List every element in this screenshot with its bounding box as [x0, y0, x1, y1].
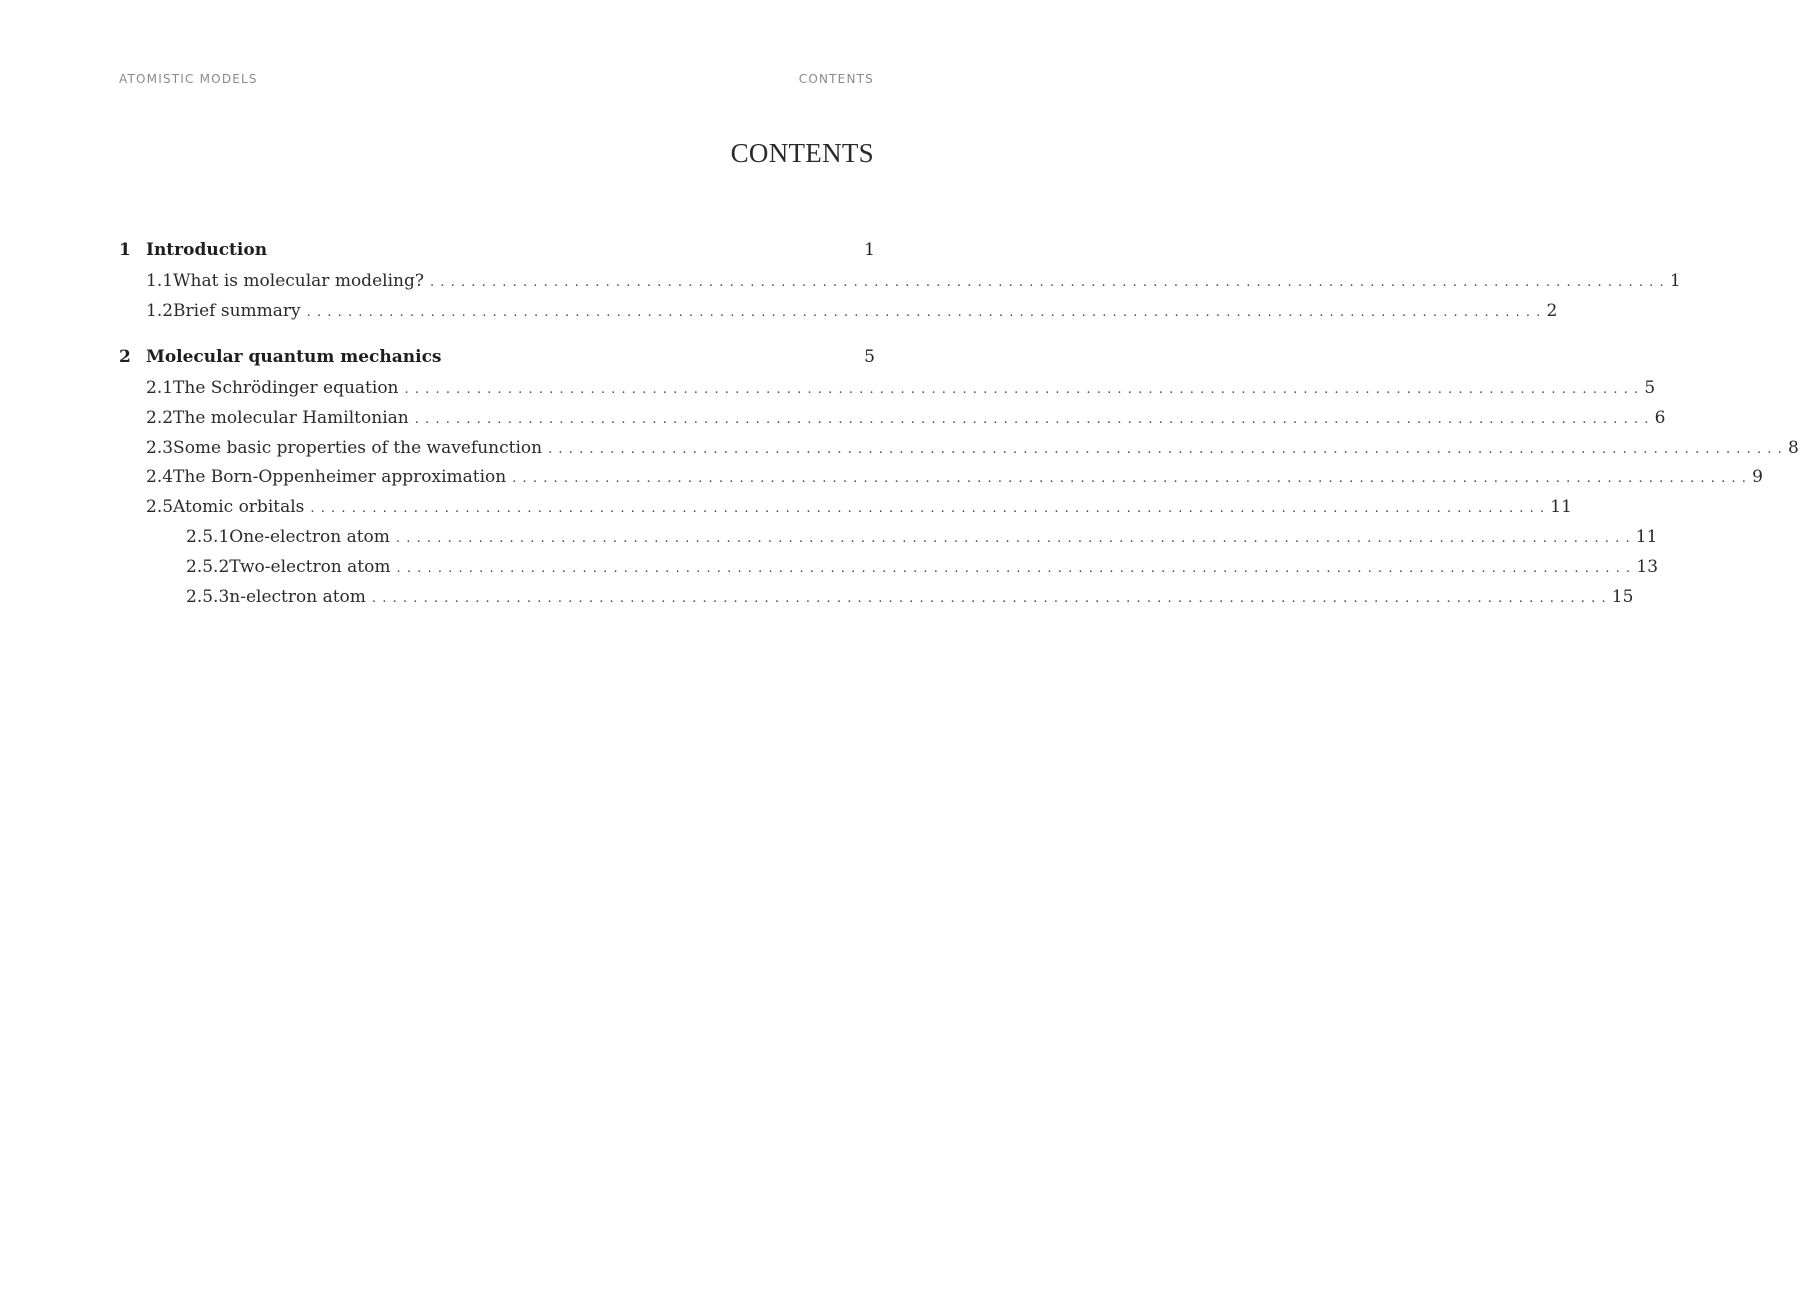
- dot-leader: ........................................................................................................................: [414, 411, 1655, 427]
- section-entry[interactable]: [119, 497, 1572, 527]
- section-entry[interactable]: [119, 377, 1656, 408]
- subsection-title: Two-electron atom: [229, 557, 391, 578]
- dot-leader: ........................................................................................................................: [429, 275, 1670, 290]
- toc-chapter-1: [119, 240, 1681, 331]
- subsection-number: 2.5.3: [186, 587, 230, 608]
- chapter-page: 1: [864, 240, 875, 260]
- subsection-entry[interactable]: [119, 557, 1659, 587]
- section-number: 1.2: [146, 300, 174, 321]
- section-page: 6: [1654, 407, 1666, 428]
- chapter-title: Molecular quantum mechanics: [146, 346, 442, 367]
- section-entry[interactable]: [119, 271, 1681, 301]
- dot-leader: ........................................................................................................................: [395, 531, 1636, 547]
- header-left: ATOMISTIC MODELS: [119, 72, 258, 86]
- subsection-title: n-electron atom: [229, 587, 366, 608]
- dot-leader: ........................................................................................................................: [306, 304, 1547, 320]
- chapter-number: 2: [119, 346, 131, 367]
- section-entry[interactable]: [119, 437, 1799, 468]
- section-page: 5: [1644, 377, 1656, 398]
- header-right: CONTENTS: [798, 72, 874, 86]
- subsection-page: 15: [1611, 587, 1634, 608]
- dot-leader: ........................................................................................................................: [548, 441, 1788, 457]
- section-page: 8: [1787, 437, 1799, 458]
- section-title: The molecular Hamiltonian: [173, 407, 409, 428]
- section-page: 9: [1752, 467, 1763, 488]
- subsection-entry[interactable]: [119, 587, 1634, 617]
- section-title: The Schrödinger equation: [173, 377, 399, 398]
- subsection-entry[interactable]: [119, 527, 1658, 557]
- section-number: 1.1: [146, 271, 174, 291]
- section-number: 2.4: [146, 467, 174, 488]
- chapter-number: 1: [119, 240, 131, 260]
- subsection-number: 2.5.2: [186, 557, 230, 578]
- section-title: The Born-Oppenheimer approximation: [173, 467, 507, 488]
- page-title: CONTENTS: [730, 138, 874, 168]
- section-page: 2: [1546, 300, 1558, 321]
- section-number: 2.3: [146, 437, 174, 458]
- section-number: 2.5: [146, 497, 174, 518]
- section-title: Brief summary: [173, 300, 301, 321]
- section-entry[interactable]: [119, 300, 1558, 331]
- section-entry[interactable]: [119, 407, 1666, 438]
- subsection-number: 2.5.1: [186, 527, 230, 548]
- section-number: 2.2: [146, 407, 174, 428]
- subsection-page: 13: [1636, 557, 1659, 578]
- chapter-entry[interactable]: [119, 347, 875, 378]
- running-header: [119, 72, 874, 86]
- dot-leader: ........................................................................................................................: [396, 561, 1637, 577]
- subsection-title: One-electron atom: [229, 527, 390, 548]
- dot-leader: ........................................................................................................................: [404, 381, 1645, 397]
- section-entry[interactable]: [119, 467, 1763, 497]
- section-title: Atomic orbitals: [173, 497, 305, 518]
- section-title: What is molecular modeling?: [173, 271, 424, 291]
- chapter-title: Introduction: [146, 240, 268, 260]
- subsection-page: 11: [1635, 527, 1658, 548]
- dot-leader: ........................................................................................................................: [371, 591, 1612, 607]
- chapter-entry[interactable]: [119, 240, 875, 271]
- section-page: 1: [1669, 271, 1681, 291]
- toc-chapter-2: [119, 346, 1799, 617]
- section-title: Some basic properties of the wavefunction: [173, 437, 543, 458]
- dot-leader: ........................................................................................................................: [512, 471, 1753, 487]
- section-page: 11: [1550, 497, 1572, 518]
- section-number: 2.1: [146, 377, 174, 398]
- table-of-contents: [119, 240, 1799, 633]
- chapter-page: 5: [864, 346, 875, 367]
- dot-leader: ........................................................................................................................: [310, 501, 1551, 517]
